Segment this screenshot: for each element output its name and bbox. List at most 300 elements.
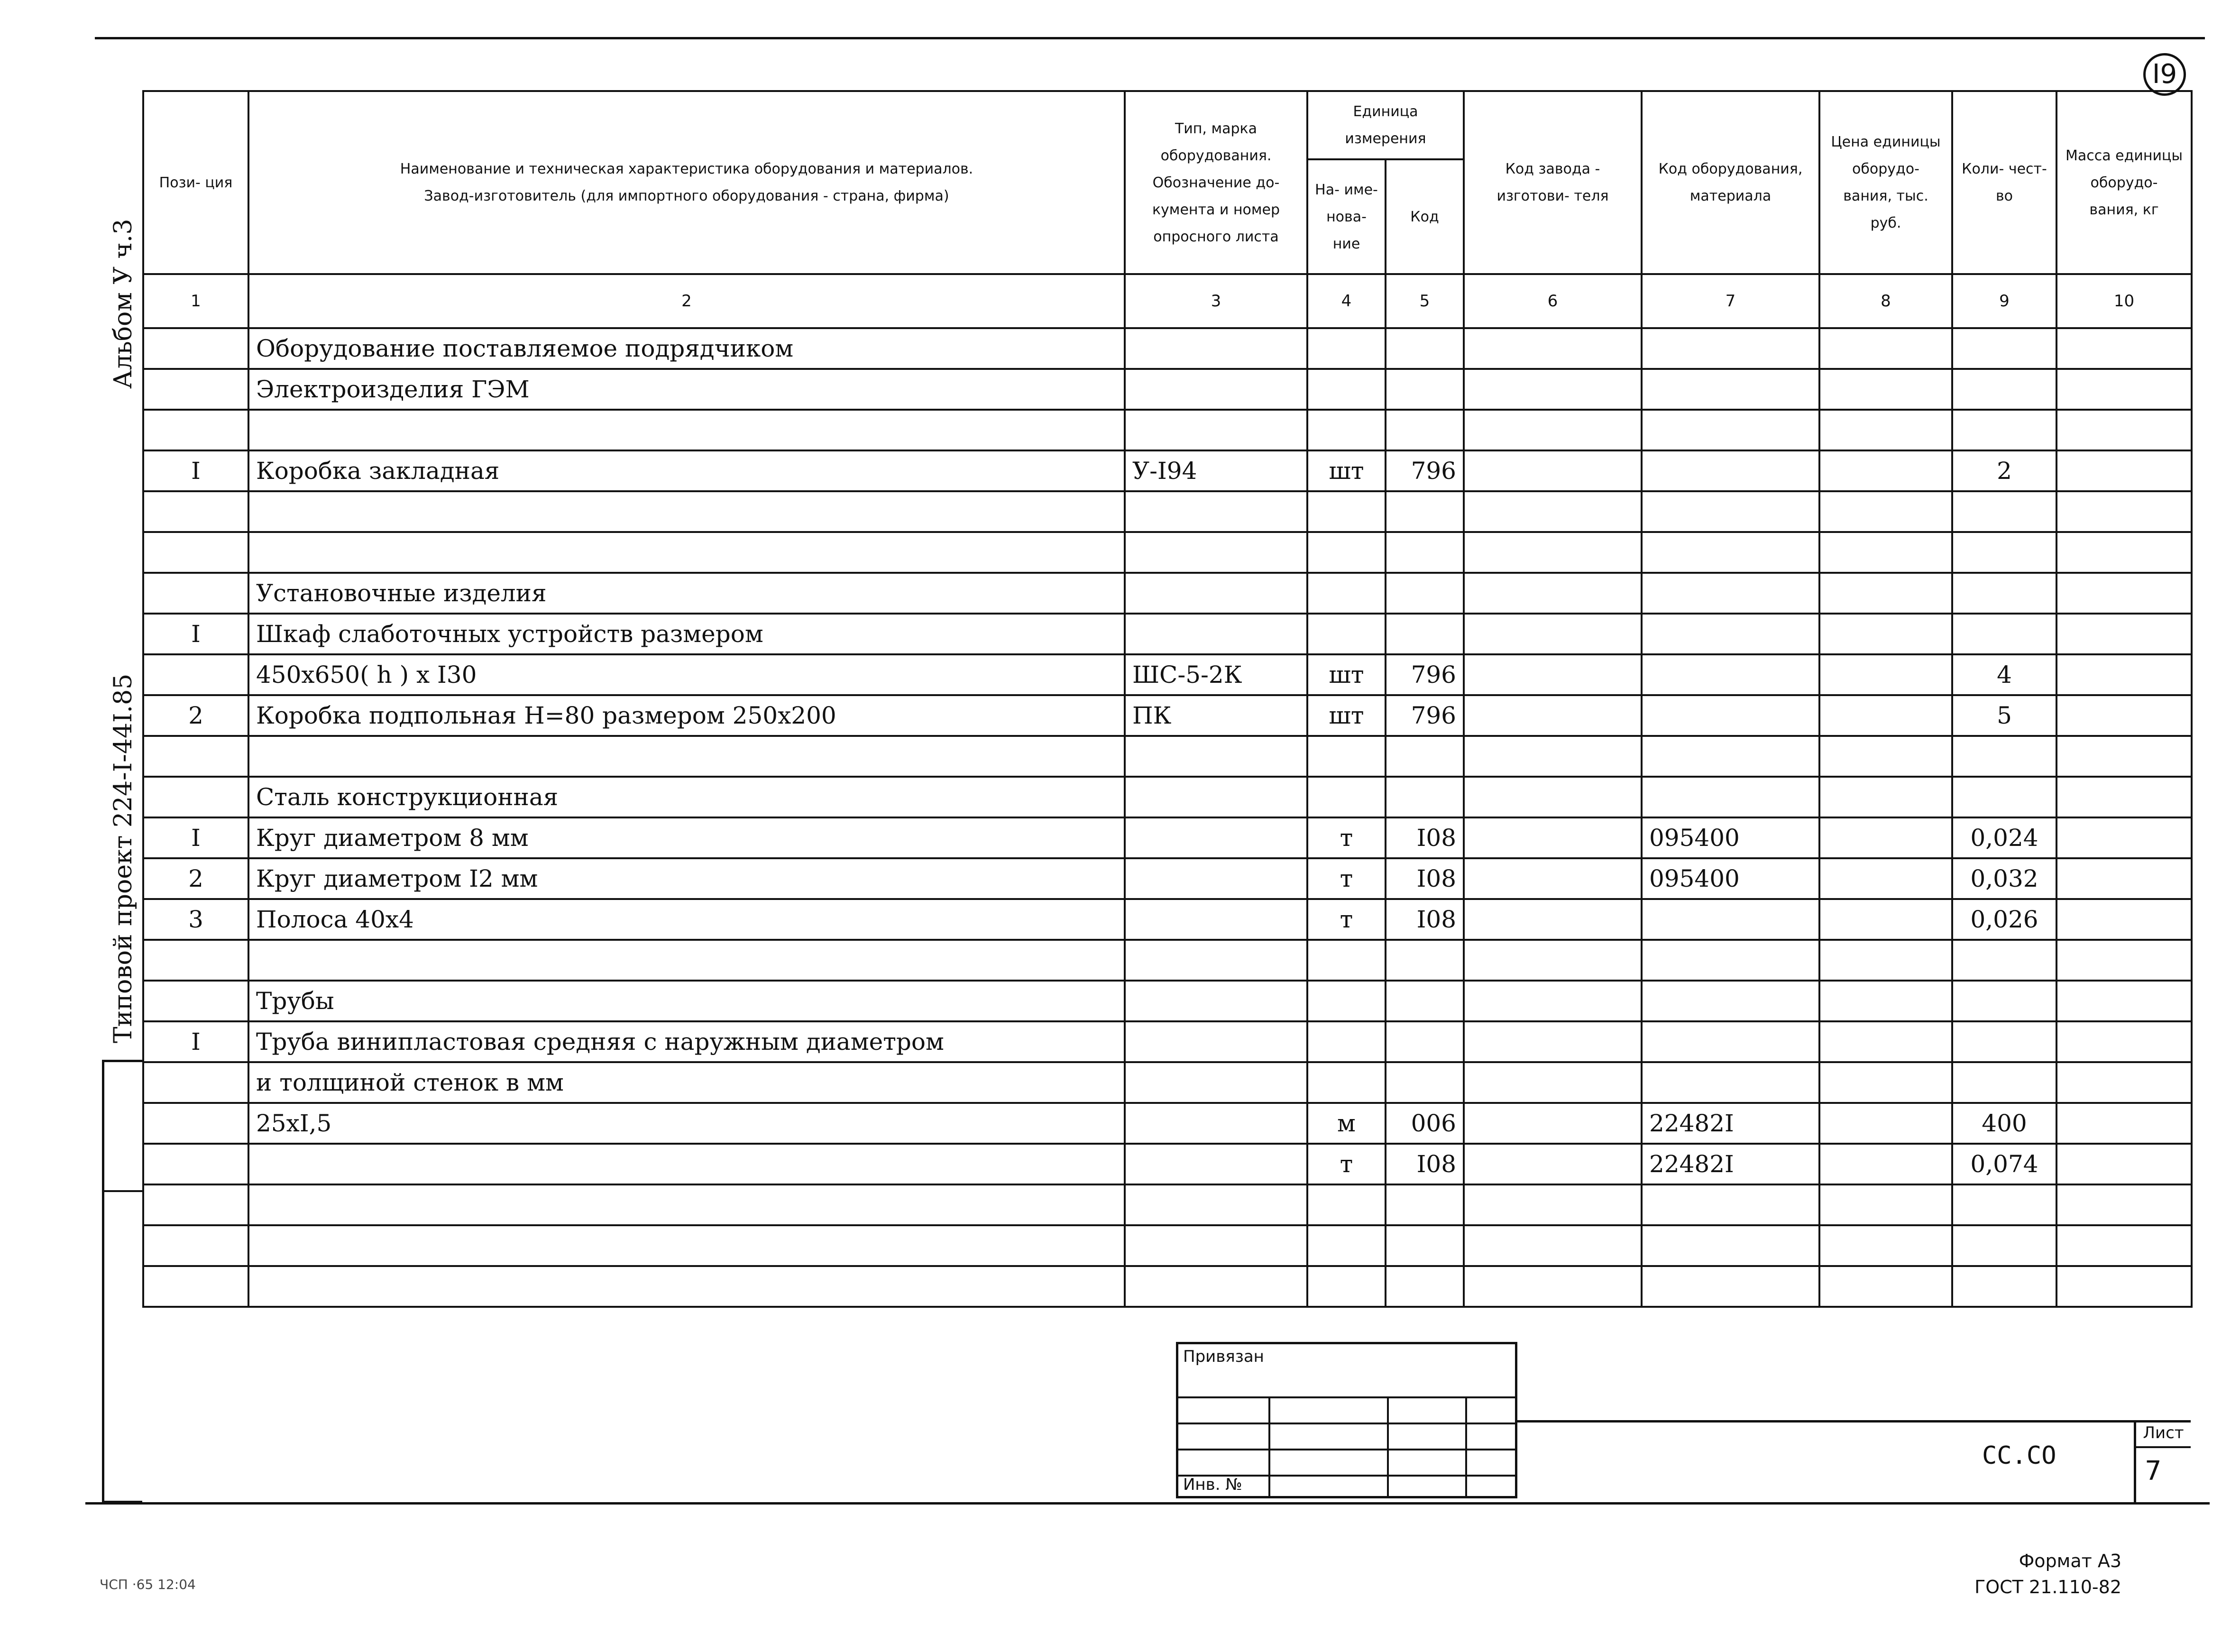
quantity-cell bbox=[1952, 1266, 2056, 1307]
type-cell bbox=[1125, 981, 1307, 1021]
type-cell bbox=[1125, 532, 1307, 573]
name-cell: Установочные изделия bbox=[248, 573, 1125, 614]
quantity-cell: 4 bbox=[1952, 654, 2056, 695]
position-cell: I bbox=[143, 1021, 248, 1062]
header-type: Тип, марка оборудования. Обозначение до- кумента и номер опросного листа bbox=[1125, 91, 1307, 274]
position-cell bbox=[143, 410, 248, 450]
quantity-cell: 2 bbox=[1952, 450, 2056, 491]
position-cell bbox=[143, 1144, 248, 1184]
mass-cell bbox=[2056, 695, 2192, 736]
mass-cell bbox=[2056, 817, 2192, 858]
unit-cell bbox=[1307, 1225, 1386, 1266]
stamp-inventory-label: Инв. № bbox=[1183, 1475, 1242, 1494]
stamp-vline bbox=[1268, 1396, 1270, 1496]
quantity-cell: 0,024 bbox=[1952, 817, 2056, 858]
position-cell: 2 bbox=[143, 858, 248, 899]
quantity-cell bbox=[1952, 573, 2056, 614]
mass-cell bbox=[2056, 899, 2192, 940]
name-cell bbox=[248, 1184, 1125, 1225]
unit-cell bbox=[1307, 573, 1386, 614]
bottom-border-line bbox=[85, 1502, 2210, 1505]
mass-cell bbox=[2056, 1021, 2192, 1062]
type-cell: ШС-5-2К bbox=[1125, 654, 1307, 695]
unit-code-cell: I08 bbox=[1386, 858, 1464, 899]
sheet-value: 7 bbox=[2145, 1456, 2162, 1487]
equipment-code-cell: 095400 bbox=[1642, 858, 1819, 899]
position-cell: I bbox=[143, 614, 248, 654]
table-row bbox=[143, 899, 2192, 940]
unit-cell: т bbox=[1307, 858, 1386, 899]
price-cell bbox=[1819, 981, 1952, 1021]
name-cell bbox=[248, 940, 1125, 981]
table-row bbox=[143, 328, 2192, 369]
header-quantity: Коли- чест- во bbox=[1952, 91, 2056, 274]
factory-code-cell bbox=[1464, 940, 1642, 981]
factory-code-cell bbox=[1464, 1103, 1642, 1144]
name-cell bbox=[248, 410, 1125, 450]
position-cell: 3 bbox=[143, 899, 248, 940]
unit-code-cell: I08 bbox=[1386, 817, 1464, 858]
price-cell bbox=[1819, 1225, 1952, 1266]
header-equipment-code: Код оборудования, материала bbox=[1642, 91, 1819, 274]
quantity-cell bbox=[1952, 328, 2056, 369]
price-cell bbox=[1819, 858, 1952, 899]
column-number: 10 bbox=[2056, 274, 2192, 328]
equipment-code-cell bbox=[1642, 736, 1819, 777]
unit-cell bbox=[1307, 1062, 1386, 1103]
equipment-code-cell bbox=[1642, 981, 1819, 1021]
type-cell bbox=[1125, 573, 1307, 614]
position-cell bbox=[143, 981, 248, 1021]
table-row bbox=[143, 940, 2192, 981]
equipment-code-cell bbox=[1642, 1266, 1819, 1307]
mass-cell bbox=[2056, 654, 2192, 695]
price-cell bbox=[1819, 1144, 1952, 1184]
column-number: 9 bbox=[1952, 274, 2056, 328]
price-cell bbox=[1819, 1266, 1952, 1307]
quantity-cell bbox=[1952, 532, 2056, 573]
position-cell: 2 bbox=[143, 695, 248, 736]
unit-cell: шт bbox=[1307, 450, 1386, 491]
table-row bbox=[143, 858, 2192, 899]
table-row bbox=[143, 1021, 2192, 1062]
table-row bbox=[143, 695, 2192, 736]
position-cell bbox=[143, 777, 248, 817]
unit-cell bbox=[1307, 369, 1386, 410]
stamp-line bbox=[1178, 1449, 1515, 1450]
header-name-line1: Наименование и техническая характеристика оборудования и материалов. bbox=[400, 161, 973, 177]
mass-cell bbox=[2056, 450, 2192, 491]
unit-code-cell bbox=[1386, 328, 1464, 369]
unit-code-cell bbox=[1386, 532, 1464, 573]
type-cell bbox=[1125, 777, 1307, 817]
unit-cell bbox=[1307, 614, 1386, 654]
unit-code-cell bbox=[1386, 410, 1464, 450]
name-cell bbox=[248, 736, 1125, 777]
quantity-cell: 5 bbox=[1952, 695, 2056, 736]
factory-code-cell bbox=[1464, 614, 1642, 654]
table-row bbox=[143, 1184, 2192, 1225]
price-cell bbox=[1819, 369, 1952, 410]
table-row bbox=[143, 491, 2192, 532]
type-cell bbox=[1125, 410, 1307, 450]
name-cell: Сталь конструкционная bbox=[248, 777, 1125, 817]
stamp-line bbox=[1178, 1423, 1515, 1424]
mass-cell bbox=[2056, 940, 2192, 981]
stamp-vline bbox=[1465, 1396, 1467, 1496]
position-cell bbox=[143, 1062, 248, 1103]
table-row bbox=[143, 654, 2192, 695]
unit-cell bbox=[1307, 1266, 1386, 1307]
specification-table bbox=[142, 90, 2193, 1308]
column-number: 1 bbox=[143, 274, 248, 328]
factory-code-cell bbox=[1464, 369, 1642, 410]
equipment-code-cell bbox=[1642, 328, 1819, 369]
type-cell bbox=[1125, 614, 1307, 654]
equipment-code-cell bbox=[1642, 777, 1819, 817]
mass-cell bbox=[2056, 736, 2192, 777]
name-cell: Оборудование поставляемое подрядчиком bbox=[248, 328, 1125, 369]
unit-cell bbox=[1307, 410, 1386, 450]
position-cell bbox=[143, 369, 248, 410]
position-cell bbox=[143, 532, 248, 573]
strip-separator bbox=[104, 1190, 142, 1192]
unit-code-cell bbox=[1386, 1225, 1464, 1266]
mass-cell bbox=[2056, 777, 2192, 817]
mass-cell bbox=[2056, 328, 2192, 369]
equipment-code-cell bbox=[1642, 410, 1819, 450]
quantity-cell: 0,032 bbox=[1952, 858, 2056, 899]
mass-cell bbox=[2056, 1103, 2192, 1144]
equipment-code-cell bbox=[1642, 1062, 1819, 1103]
header-unit-name: На- име- нова- ние bbox=[1307, 159, 1386, 274]
quantity-cell bbox=[1952, 1062, 2056, 1103]
quantity-cell: 400 bbox=[1952, 1103, 2056, 1144]
price-cell bbox=[1819, 1184, 1952, 1225]
position-cell bbox=[143, 1225, 248, 1266]
header-unit-code: Код bbox=[1386, 159, 1464, 274]
unit-cell: т bbox=[1307, 817, 1386, 858]
table-row bbox=[143, 1062, 2192, 1103]
equipment-code-cell bbox=[1642, 1184, 1819, 1225]
price-cell bbox=[1819, 817, 1952, 858]
name-cell: Труба винипластовая средняя с наружным диаметром bbox=[248, 1021, 1125, 1062]
type-cell bbox=[1125, 328, 1307, 369]
table-row bbox=[143, 1144, 2192, 1184]
document-code: СС.СО bbox=[1982, 1441, 2056, 1470]
quantity-cell bbox=[1952, 981, 2056, 1021]
table-row bbox=[143, 1266, 2192, 1307]
quantity-cell: 0,026 bbox=[1952, 899, 2056, 940]
factory-code-cell bbox=[1464, 736, 1642, 777]
factory-code-cell bbox=[1464, 858, 1642, 899]
footer-stamp-text: ЧСП ⋅65 12:04 bbox=[100, 1577, 196, 1592]
type-cell bbox=[1125, 736, 1307, 777]
header-price: Цена единицы оборудо- вания, тыс. руб. bbox=[1819, 91, 1952, 274]
position-cell bbox=[143, 940, 248, 981]
mass-cell bbox=[2056, 491, 2192, 532]
factory-code-cell bbox=[1464, 491, 1642, 532]
name-cell: Трубы bbox=[248, 981, 1125, 1021]
table-row bbox=[143, 369, 2192, 410]
equipment-code-cell bbox=[1642, 695, 1819, 736]
quantity-cell bbox=[1952, 777, 2056, 817]
equipment-code-cell bbox=[1642, 450, 1819, 491]
unit-code-cell: 006 bbox=[1386, 1103, 1464, 1144]
mass-cell bbox=[2056, 1144, 2192, 1184]
name-cell bbox=[248, 1144, 1125, 1184]
unit-cell bbox=[1307, 736, 1386, 777]
unit-cell bbox=[1307, 981, 1386, 1021]
equipment-code-cell bbox=[1642, 491, 1819, 532]
price-cell bbox=[1819, 940, 1952, 981]
mass-cell bbox=[2056, 410, 2192, 450]
price-cell bbox=[1819, 1062, 1952, 1103]
quantity-cell bbox=[1952, 736, 2056, 777]
price-cell bbox=[1819, 410, 1952, 450]
position-cell: I bbox=[143, 450, 248, 491]
unit-code-cell bbox=[1386, 491, 1464, 532]
title-block-line bbox=[1517, 1420, 2191, 1423]
type-cell bbox=[1125, 1144, 1307, 1184]
name-cell: 25xI,5 bbox=[248, 1103, 1125, 1144]
position-cell bbox=[143, 328, 248, 369]
unit-code-cell: 796 bbox=[1386, 695, 1464, 736]
header-name-line2: Завод-изготовитель (для импортного оборудования - страна, фирма) bbox=[424, 188, 949, 204]
position-cell bbox=[143, 736, 248, 777]
equipment-code-cell bbox=[1642, 654, 1819, 695]
quantity-cell bbox=[1952, 614, 2056, 654]
factory-code-cell bbox=[1464, 1062, 1642, 1103]
table-row bbox=[143, 614, 2192, 654]
table-row bbox=[143, 736, 2192, 777]
mass-cell bbox=[2056, 1062, 2192, 1103]
factory-code-cell bbox=[1464, 573, 1642, 614]
price-cell bbox=[1819, 899, 1952, 940]
equipment-code-cell bbox=[1642, 573, 1819, 614]
position-cell bbox=[143, 1103, 248, 1144]
factory-code-cell bbox=[1464, 654, 1642, 695]
mass-cell bbox=[2056, 1225, 2192, 1266]
unit-code-cell bbox=[1386, 1184, 1464, 1225]
unit-code-cell: I08 bbox=[1386, 899, 1464, 940]
equipment-code-cell: 22482I bbox=[1642, 1103, 1819, 1144]
price-cell bbox=[1819, 1021, 1952, 1062]
factory-code-cell bbox=[1464, 532, 1642, 573]
table-row bbox=[143, 410, 2192, 450]
name-cell bbox=[248, 1266, 1125, 1307]
factory-code-cell bbox=[1464, 817, 1642, 858]
name-cell: 450x650( h ) x I30 bbox=[248, 654, 1125, 695]
price-cell bbox=[1819, 328, 1952, 369]
equipment-code-cell bbox=[1642, 940, 1819, 981]
type-cell bbox=[1125, 1103, 1307, 1144]
unit-code-cell bbox=[1386, 1062, 1464, 1103]
price-cell bbox=[1819, 695, 1952, 736]
sheet-label: Лист bbox=[2136, 1420, 2191, 1448]
column-number: 7 bbox=[1642, 274, 1819, 328]
type-cell bbox=[1125, 1266, 1307, 1307]
unit-code-cell bbox=[1386, 1021, 1464, 1062]
unit-cell bbox=[1307, 1184, 1386, 1225]
unit-cell: т bbox=[1307, 1144, 1386, 1184]
price-cell bbox=[1819, 777, 1952, 817]
table-row bbox=[143, 532, 2192, 573]
type-cell bbox=[1125, 369, 1307, 410]
factory-code-cell bbox=[1464, 1021, 1642, 1062]
position-cell: I bbox=[143, 817, 248, 858]
position-cell bbox=[143, 1184, 248, 1225]
position-cell bbox=[143, 491, 248, 532]
unit-code-cell: I08 bbox=[1386, 1144, 1464, 1184]
unit-code-cell bbox=[1386, 981, 1464, 1021]
table-row bbox=[143, 1225, 2192, 1266]
name-cell: Полоса 40x4 bbox=[248, 899, 1125, 940]
quantity-cell bbox=[1952, 1021, 2056, 1062]
factory-code-cell bbox=[1464, 899, 1642, 940]
name-cell bbox=[248, 491, 1125, 532]
quantity-cell bbox=[1952, 940, 2056, 981]
sheet-box bbox=[2134, 1420, 2191, 1503]
factory-code-cell bbox=[1464, 1144, 1642, 1184]
format-label: Формат А3 bbox=[2019, 1551, 2121, 1571]
top-border-line bbox=[95, 37, 2205, 39]
mass-cell bbox=[2056, 858, 2192, 899]
unit-code-cell bbox=[1386, 573, 1464, 614]
unit-cell: шт bbox=[1307, 654, 1386, 695]
name-cell: Коробка закладная bbox=[248, 450, 1125, 491]
name-cell bbox=[248, 1225, 1125, 1266]
page-number-circle: I9 bbox=[2143, 53, 2186, 96]
equipment-code-cell bbox=[1642, 899, 1819, 940]
equipment-code-cell bbox=[1642, 614, 1819, 654]
album-side-label: Альбом У ч.3 bbox=[109, 219, 138, 389]
factory-code-cell bbox=[1464, 1184, 1642, 1225]
type-cell: У-I94 bbox=[1125, 450, 1307, 491]
type-cell bbox=[1125, 1184, 1307, 1225]
project-side-label: Типовой проект 224-I-44I.85 bbox=[109, 673, 138, 1043]
equipment-code-cell bbox=[1642, 1021, 1819, 1062]
unit-code-cell bbox=[1386, 777, 1464, 817]
price-cell bbox=[1819, 614, 1952, 654]
unit-code-cell bbox=[1386, 736, 1464, 777]
type-cell bbox=[1125, 858, 1307, 899]
stamp-line bbox=[1178, 1396, 1515, 1398]
quantity-cell bbox=[1952, 1184, 2056, 1225]
table-row bbox=[143, 817, 2192, 858]
equipment-code-cell: 095400 bbox=[1642, 817, 1819, 858]
unit-cell bbox=[1307, 532, 1386, 573]
column-number: 4 bbox=[1307, 274, 1386, 328]
type-cell bbox=[1125, 1062, 1307, 1103]
price-cell bbox=[1819, 736, 1952, 777]
name-cell: Коробка подпольная Н=80 размером 250x200 bbox=[248, 695, 1125, 736]
stamp-vline bbox=[1387, 1396, 1389, 1496]
name-cell: Шкаф слаботочных устройств размером bbox=[248, 614, 1125, 654]
stamp-title: Привязан bbox=[1183, 1347, 1264, 1366]
quantity-cell bbox=[1952, 410, 2056, 450]
position-cell bbox=[143, 1266, 248, 1307]
factory-code-cell bbox=[1464, 1266, 1642, 1307]
factory-code-cell bbox=[1464, 328, 1642, 369]
factory-code-cell bbox=[1464, 1225, 1642, 1266]
type-cell: ПК bbox=[1125, 695, 1307, 736]
price-cell bbox=[1819, 1103, 1952, 1144]
mass-cell bbox=[2056, 981, 2192, 1021]
type-cell bbox=[1125, 491, 1307, 532]
table-row bbox=[143, 777, 2192, 817]
unit-code-cell bbox=[1386, 940, 1464, 981]
type-cell bbox=[1125, 899, 1307, 940]
factory-code-cell bbox=[1464, 450, 1642, 491]
price-cell bbox=[1819, 491, 1952, 532]
binding-stamp bbox=[1176, 1342, 1517, 1498]
header-position: Пози- ция bbox=[143, 91, 248, 274]
table-row bbox=[143, 981, 2192, 1021]
unit-cell: м bbox=[1307, 1103, 1386, 1144]
left-signature-strip bbox=[102, 1060, 142, 1503]
mass-cell bbox=[2056, 1266, 2192, 1307]
column-number: 3 bbox=[1125, 274, 1307, 328]
column-number: 2 bbox=[248, 274, 1125, 328]
table-row bbox=[143, 1103, 2192, 1144]
price-cell bbox=[1819, 573, 1952, 614]
column-number: 6 bbox=[1464, 274, 1642, 328]
equipment-code-cell bbox=[1642, 369, 1819, 410]
price-cell bbox=[1819, 532, 1952, 573]
factory-code-cell bbox=[1464, 410, 1642, 450]
position-cell bbox=[143, 654, 248, 695]
equipment-code-cell bbox=[1642, 532, 1819, 573]
type-cell bbox=[1125, 940, 1307, 981]
unit-cell bbox=[1307, 491, 1386, 532]
unit-cell: шт bbox=[1307, 695, 1386, 736]
name-cell: Электроизделия ГЭМ bbox=[248, 369, 1125, 410]
header-name bbox=[248, 91, 1125, 274]
type-cell bbox=[1125, 1225, 1307, 1266]
unit-cell bbox=[1307, 940, 1386, 981]
equipment-code-cell bbox=[1642, 1225, 1819, 1266]
table-row bbox=[143, 450, 2192, 491]
unit-cell: т bbox=[1307, 899, 1386, 940]
quantity-cell: 0,074 bbox=[1952, 1144, 2056, 1184]
name-cell: Круг диаметром 8 мм bbox=[248, 817, 1125, 858]
table-row bbox=[143, 573, 2192, 614]
unit-cell bbox=[1307, 1021, 1386, 1062]
mass-cell bbox=[2056, 532, 2192, 573]
quantity-cell bbox=[1952, 369, 2056, 410]
header-mass: Масса единицы оборудо- вания, кг bbox=[2056, 91, 2192, 274]
price-cell bbox=[1819, 450, 1952, 491]
equipment-code-cell: 22482I bbox=[1642, 1144, 1819, 1184]
name-cell: и толщиной стенок в мм bbox=[248, 1062, 1125, 1103]
name-cell: Круг диаметром I2 мм bbox=[248, 858, 1125, 899]
unit-code-cell bbox=[1386, 369, 1464, 410]
unit-code-cell: 796 bbox=[1386, 654, 1464, 695]
mass-cell bbox=[2056, 573, 2192, 614]
factory-code-cell bbox=[1464, 777, 1642, 817]
unit-cell bbox=[1307, 777, 1386, 817]
column-number: 8 bbox=[1819, 274, 1952, 328]
quantity-cell bbox=[1952, 1225, 2056, 1266]
position-cell bbox=[143, 573, 248, 614]
mass-cell bbox=[2056, 369, 2192, 410]
quantity-cell bbox=[1952, 491, 2056, 532]
unit-code-cell bbox=[1386, 614, 1464, 654]
unit-code-cell bbox=[1386, 1266, 1464, 1307]
gost-label: ГОСТ 21.110-82 bbox=[1974, 1577, 2121, 1597]
type-cell bbox=[1125, 817, 1307, 858]
